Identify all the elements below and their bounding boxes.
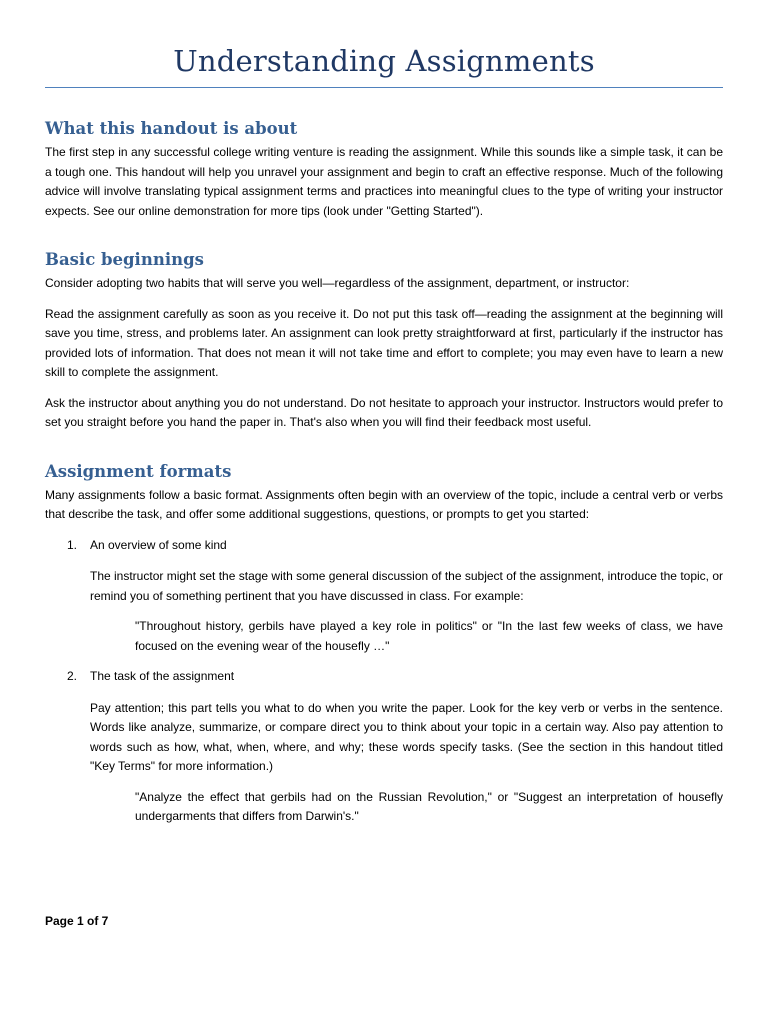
title-divider [45,87,723,88]
list-label: An overview of some kind [90,537,227,552]
section-heading: Assignment formats [45,461,232,481]
section-about [45,117,723,221]
section-assignment-formats [45,460,723,827]
paragraph: Read the assignment carefully as soon as you receive it. Do not put this task off—reading the assignment at the beginning will save you time, stress, and problems later. An assignment can look pretty straightforward at first, particularly if the instructor has provided lots of information. That does not mean it will not take time and effort to complete; you may even have to learn a new skill to complete the assignment. [45,306,723,379]
paragraph: The instructor might set the stage with some general discussion of the subject of the assignment, introduce the topic, or remind you of something pertinent that you have discussed in class. For example: [90,569,723,603]
document-title: Understanding Assignments [173,44,595,78]
section-heading: Basic beginnings [45,250,204,269]
paragraph: Many assignments follow a basic format. Assignments often begin with an overview of the topic, include a central verb or verbs that describe the task, and offer some additional suggestions, questions, or prompts to get you started: [45,487,723,521]
section-basic-beginnings [45,248,723,433]
example-quote: "Analyze the effect that gerbils had on the Russian Revolution," or "Suggest an interpretation of housefly undergarments that differs from Darwin's." [135,789,723,823]
paragraph: The first step in any successful college writing venture is reading the assignment. While this sounds like a simple task, it can be a tough one. This handout will help you unravel your assignment and begin to craft an effective response. Much of the following advice will involve translating typical assignment terms and practices into meaningful clues to the type of writing your instructor expects. See our online demonstration for more tips (look under "Getting Started"). [45,145,723,218]
list-item [45,667,723,687]
document-body [45,117,723,838]
list-label: The task of the assignment [90,669,235,683]
paragraph: Ask the instructor about anything you do not understand. Do not hesitate to approach your instructor. Instructors would prefer to set you straight before you hand the paper in. That's also when you will find their feedback most useful. [45,395,723,429]
list-number: 1. [67,537,78,552]
paragraph: Consider adopting two habits that will serve you well—regardless of the assignment, department, or instructor: [45,276,630,290]
example-quote: "Throughout history, gerbils have played a key role in politics" or "In the last few weeks of class, we have focused on the evening wear of the housefly …" [135,619,723,653]
paragraph: Pay attention; this part tells you what to do when you write the paper. Look for the key verb or verbs in the sentence. Words like analyze, summarize, or compare direct you to think about your topic in a certain way. Also pay attention to words such as how, what, when, where, and why; these words specify tasks. (See the section in this handout titled "Key Terms" for more information.) [90,700,723,773]
list-number: 2. [67,669,78,683]
page-number: Page 1 of 7 [45,914,109,928]
section-heading: What this handout is about [45,119,298,138]
list-item [45,536,723,556]
